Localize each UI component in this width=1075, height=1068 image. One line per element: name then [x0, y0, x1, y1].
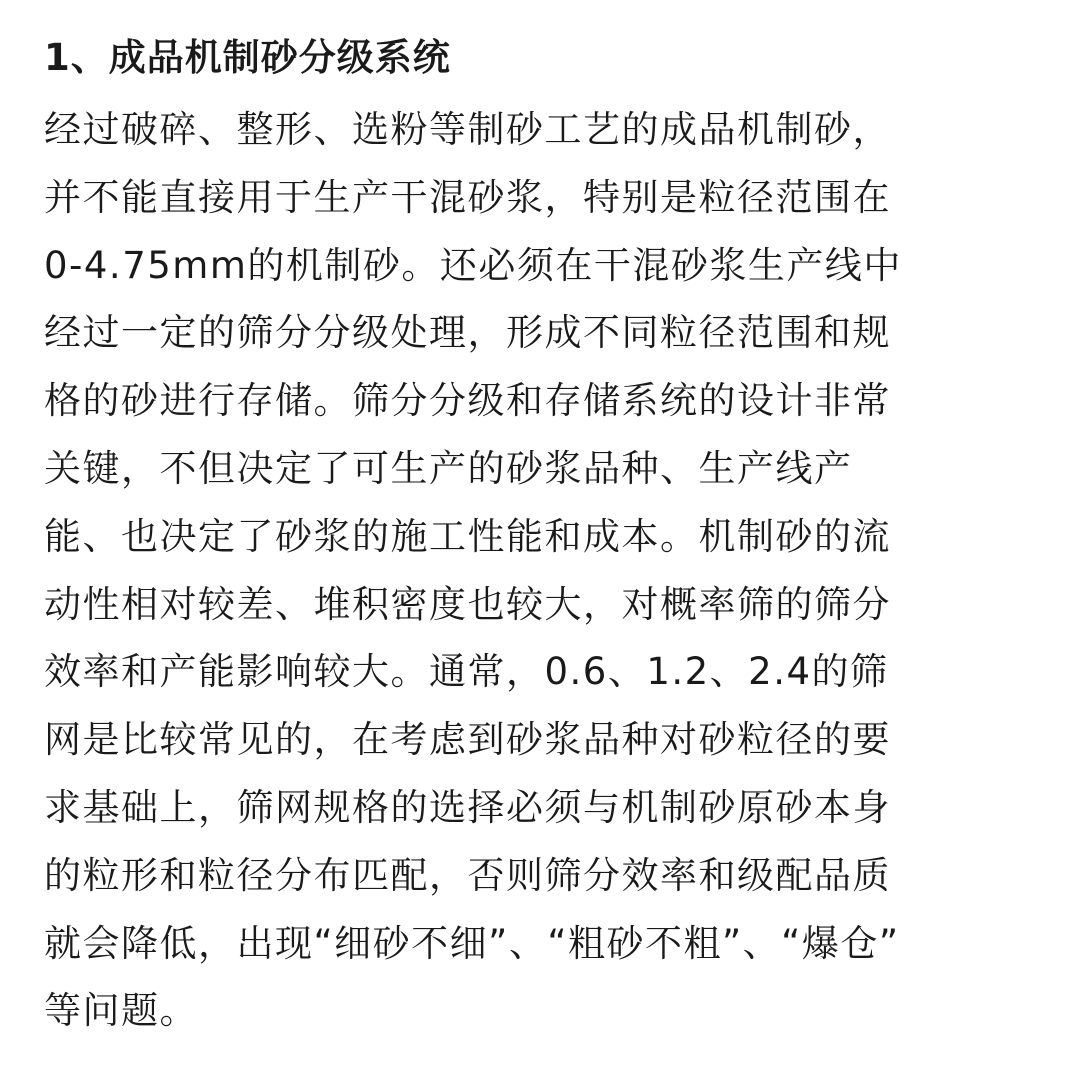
body-line: 就会降低，出现“细砂不细”、“粗砂不粗”、“爆仓”: [44, 921, 900, 965]
body-line: 关键，不但决定了可生产的砂浆品种、生产线产: [44, 446, 853, 490]
body-line: 等问题。: [44, 989, 198, 1033]
body-line: 经过一定的筛分分级处理，形成不同粒径范围和规: [44, 311, 891, 355]
body-line: 能、也决定了砂浆的施工性能和成本。机制砂的流: [44, 514, 891, 558]
body-line: 经过破碎、整形、选粉等制砂工艺的成品机制砂，: [44, 108, 891, 151]
section-heading: 1、成品机制砂分级系统: [44, 36, 451, 79]
body-line: 网是比较常见的，在考虑到砂浆品种对砂粒径的要: [44, 718, 891, 762]
body-line: 求基础上，筛网规格的选择必须与机制砂原砂本身: [44, 785, 891, 829]
body-line: 效率和产能影响较大。通常，0.6、1.2、2.4的筛: [44, 650, 889, 694]
body-line: 动性相对较差、堆积密度也较大，对概率筛的筛分: [44, 582, 891, 626]
body-line: 格的砂进行存储。筛分分级和存储系统的设计非常: [44, 379, 891, 423]
body-line: 并不能直接用于生产干混砂浆，特别是粒径范围在: [44, 175, 891, 219]
article: [44, 30, 1044, 1045]
body-line: 的粒形和粒径分布匹配，否则筛分效率和级配品质: [44, 853, 891, 897]
article-body: [44, 96, 1044, 1045]
body-line: 0-4.75mm的机制砂。还必须在干混砂浆生产线中: [44, 243, 902, 287]
